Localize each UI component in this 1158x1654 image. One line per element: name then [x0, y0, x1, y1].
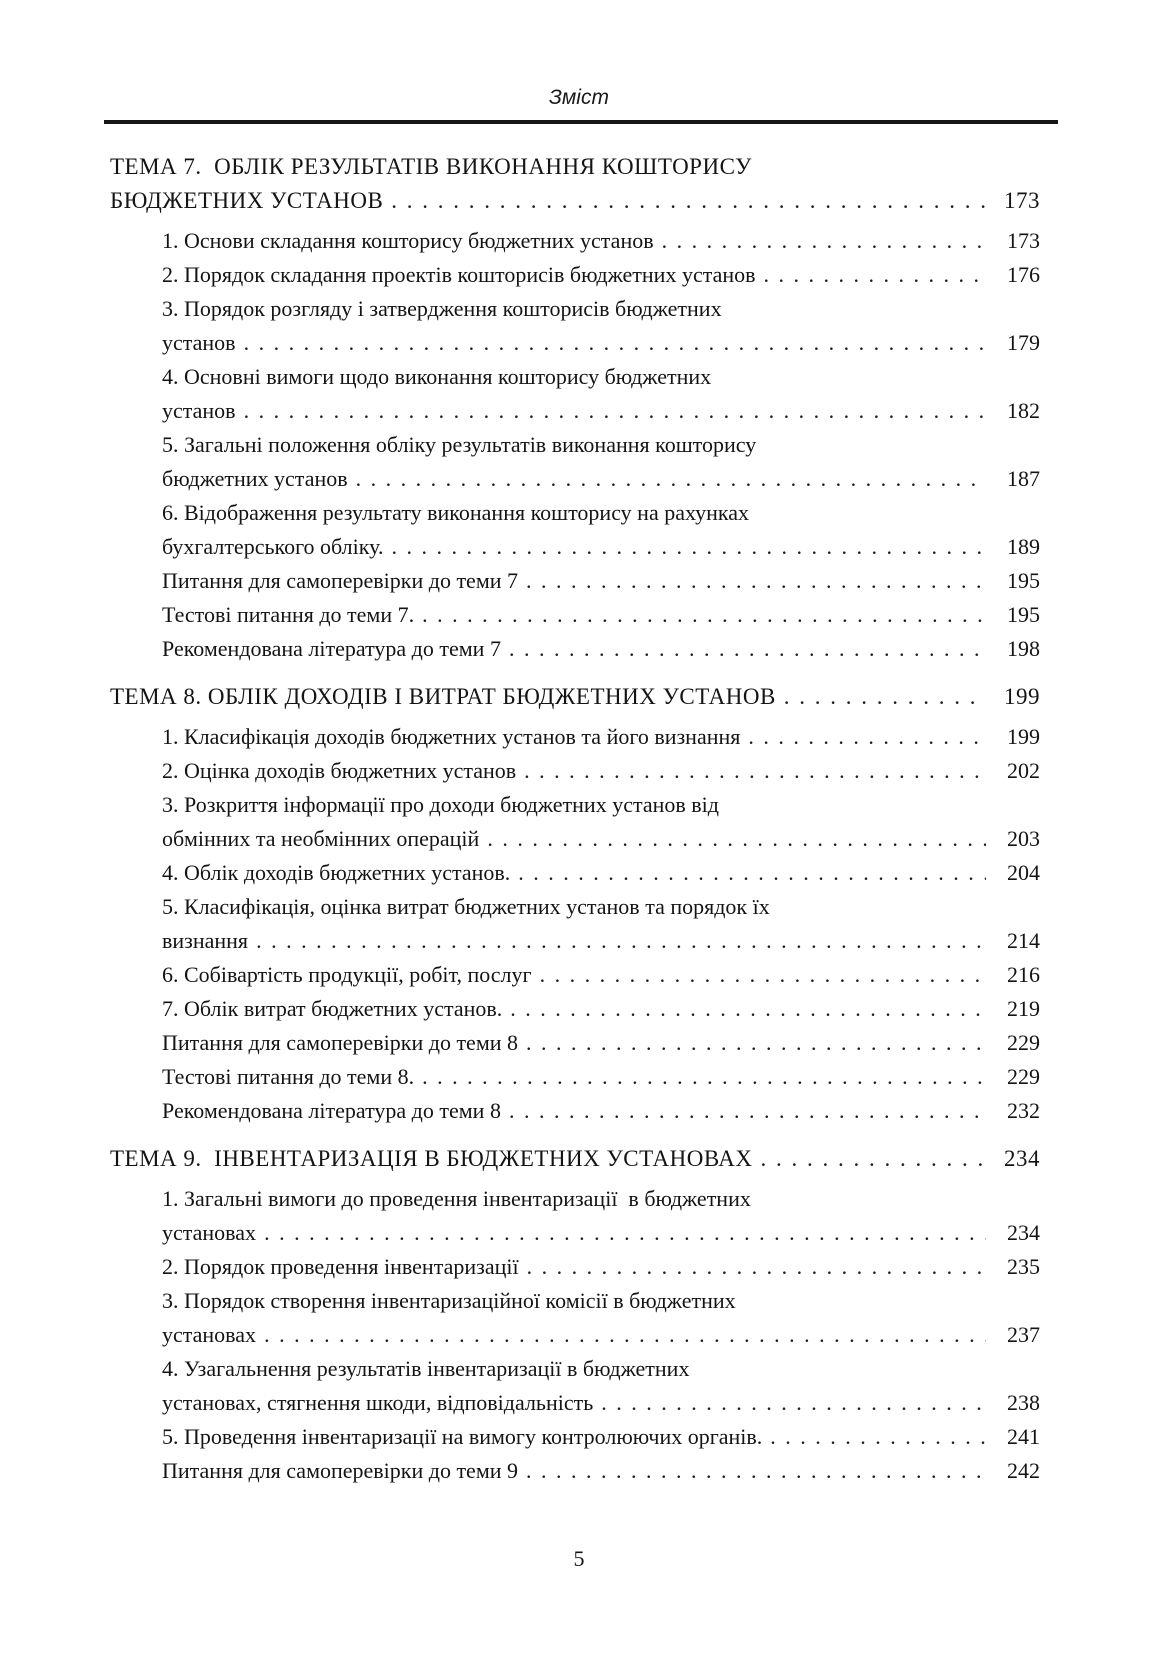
toc-entry-text: установ	[162, 398, 236, 423]
table-of-contents	[110, 150, 1040, 1488]
toc-page-number: 216	[1007, 962, 1040, 987]
dot-leader	[244, 394, 986, 428]
dot-leader	[518, 856, 986, 890]
toc-page-number: 234	[1004, 1146, 1040, 1171]
toc-entry-text: Питання для самоперевірки до теми 8	[162, 1030, 519, 1055]
dot-leader	[761, 1142, 987, 1176]
dot-leader	[526, 1454, 986, 1488]
toc-line	[110, 1420, 1040, 1454]
toc-page-number: 182	[1007, 398, 1040, 423]
toc-page-number: 199	[1007, 724, 1040, 749]
toc-line	[110, 394, 1040, 428]
toc-entry-text: Тестові питання до теми 8.	[162, 1064, 415, 1089]
toc-line	[110, 462, 1040, 496]
toc-chapter-title: ТЕМА 8. ОБЛІК ДОХОДІВ І ВИТРАТ БЮДЖЕТНИХ УСТАНОВ	[110, 684, 776, 709]
dot-leader	[662, 224, 986, 258]
toc-entry-text: 5. Класифікація, оцінка витрат бюджетних установ та порядок їх	[162, 894, 770, 919]
toc-line	[110, 632, 1040, 666]
toc-page-number: 176	[1007, 262, 1040, 287]
dot-leader	[487, 822, 986, 856]
toc-line	[110, 822, 1040, 856]
toc-line	[110, 1352, 1040, 1386]
toc-chapter-title: БЮДЖЕТНИХ УСТАНОВ	[110, 188, 384, 213]
dot-leader	[524, 754, 986, 788]
toc-entry-text: 2. Оцінка доходів бюджетних установ	[162, 758, 517, 783]
toc-line	[110, 856, 1040, 890]
footer-page-number: 5	[573, 1546, 585, 1571]
toc-entry-text: 3. Порядок розгляду і затвердження кошторисів бюджетних	[162, 296, 722, 321]
toc-page-number: 198	[1007, 636, 1040, 661]
toc-line	[110, 224, 1040, 258]
toc-page-number: 203	[1007, 826, 1040, 851]
dot-leader	[784, 680, 986, 714]
dot-leader	[770, 1420, 986, 1454]
dot-leader	[264, 1318, 986, 1352]
toc-entry-text: 2. Порядок проведення інвентаризації	[162, 1254, 519, 1279]
dot-leader	[764, 258, 986, 292]
dot-leader	[391, 184, 986, 218]
toc-entry-text: 1. Класифікація доходів бюджетних установ та його визнання	[162, 724, 741, 749]
dot-leader	[356, 462, 986, 496]
toc-line	[110, 428, 1040, 462]
toc-line	[110, 258, 1040, 292]
running-head	[0, 86, 1158, 110]
toc-page-number: 219	[1007, 996, 1040, 1021]
toc-line	[110, 360, 1040, 394]
toc-line	[110, 1216, 1040, 1250]
toc-entry-text: установах	[162, 1322, 257, 1347]
toc-line	[110, 890, 1040, 924]
toc-line	[110, 184, 1040, 218]
toc-entry-text: 6. Собівартість продукції, робіт, послуг	[162, 962, 532, 987]
dot-leader	[509, 1094, 986, 1128]
toc-page-number: 179	[1007, 330, 1040, 355]
toc-entry-text: установах	[162, 1220, 257, 1245]
toc-line	[110, 1060, 1040, 1094]
toc-entry-text: обмінних та необмінних операцій	[162, 826, 480, 851]
dot-leader	[527, 1250, 986, 1284]
toc-page-number: 241	[1007, 1424, 1040, 1449]
header-rule	[104, 120, 1058, 124]
toc-entry-text: визнання	[162, 928, 249, 953]
dot-leader	[391, 530, 986, 564]
toc-page-number: 204	[1007, 860, 1040, 885]
toc-entry-text: бухгалтерського обліку.	[162, 534, 384, 559]
toc-entry-text: 5. Проведення інвентаризації на вимогу контролюючих органів.	[162, 1424, 763, 1449]
toc-line	[110, 496, 1040, 530]
toc-page-number: 237	[1007, 1322, 1040, 1347]
toc-page-number: 195	[1007, 602, 1040, 627]
toc-chapter-title: ТЕМА 7. ОБЛІК РЕЗУЛЬТАТІВ ВИКОНАННЯ КОШТОРИСУ	[110, 154, 752, 179]
toc-page-number: 199	[1004, 684, 1040, 709]
toc-entry-text: 1. Основи складання кошторису бюджетних установ	[162, 228, 654, 253]
toc-entry-text: 3. Розкриття інформації про доходи бюджетних установ від	[162, 792, 719, 817]
toc-line	[110, 150, 1040, 184]
toc-entry-text: 2. Порядок складання проектів кошторисів бюджетних установ	[162, 262, 756, 287]
toc-line	[110, 326, 1040, 360]
toc-line	[110, 720, 1040, 754]
toc-line	[110, 1284, 1040, 1318]
dot-leader	[526, 564, 986, 598]
toc-entry-text: установах, стягнення шкоди, відповідальність	[162, 1390, 594, 1415]
toc-line	[110, 1250, 1040, 1284]
toc-line	[110, 1318, 1040, 1352]
dot-leader	[422, 598, 986, 632]
dot-leader	[748, 720, 986, 754]
page-header-title: Зміст	[549, 86, 609, 109]
dot-leader	[264, 1216, 986, 1250]
toc-chapter-title: ТЕМА 9. ІНВЕНТАРИЗАЦІЯ В БЮДЖЕТНИХ УСТАНОВАХ	[110, 1146, 753, 1171]
dot-leader	[510, 992, 986, 1026]
dot-leader	[601, 1386, 986, 1420]
toc-page-number: 242	[1007, 1458, 1040, 1483]
toc-entry-text: 4. Основні вимоги щодо виконання кошторису бюджетних	[162, 364, 712, 389]
toc-entry-text: 1. Загальні вимоги до проведення інвентаризації в бюджетних	[162, 1186, 751, 1211]
toc-page-number: 195	[1007, 568, 1040, 593]
toc-page-number: 232	[1007, 1098, 1040, 1123]
toc-entry-text: Рекомендована література до теми 8	[162, 1098, 501, 1123]
toc-line	[110, 1142, 1040, 1176]
toc-page-number: 229	[1007, 1030, 1040, 1055]
toc-page-number: 234	[1007, 1220, 1040, 1245]
toc-page-number: 187	[1007, 466, 1040, 491]
dot-leader	[244, 326, 986, 360]
toc-entry-text: 6. Відображення результату виконання кошторису на рахунках	[162, 500, 750, 525]
dot-leader	[422, 1060, 986, 1094]
toc-line	[110, 564, 1040, 598]
toc-entry-text: Питання для самоперевірки до теми 9	[162, 1458, 519, 1483]
toc-line	[110, 1182, 1040, 1216]
toc-page-number: 235	[1007, 1254, 1040, 1279]
toc-page-number: 214	[1007, 928, 1040, 953]
toc-entry-text: 3. Порядок створення інвентаризаційної комісії в бюджетних	[162, 1288, 736, 1313]
toc-line	[110, 1094, 1040, 1128]
toc-page-number: 229	[1007, 1064, 1040, 1089]
toc-line	[110, 292, 1040, 326]
toc-line	[110, 530, 1040, 564]
toc-line	[110, 680, 1040, 714]
dot-leader	[256, 924, 986, 958]
toc-page-number: 202	[1007, 758, 1040, 783]
toc-line	[110, 754, 1040, 788]
toc-entry-text: 5. Загальні положення обліку результатів виконання кошторису	[162, 432, 757, 457]
toc-line	[110, 788, 1040, 822]
toc-line	[110, 958, 1040, 992]
toc-entry-text: Тестові питання до теми 7.	[162, 602, 415, 627]
toc-entry-text: бюджетних установ	[162, 466, 348, 491]
toc-line	[110, 1386, 1040, 1420]
toc-line	[110, 1026, 1040, 1060]
dot-leader	[509, 632, 986, 666]
toc-page-number: 173	[1007, 228, 1040, 253]
toc-entry-text: 4. Узагальнення результатів інвентаризації в бюджетних	[162, 1356, 690, 1381]
toc-entry-text: 4. Облік доходів бюджетних установ.	[162, 860, 511, 885]
dot-leader	[540, 958, 986, 992]
toc-line	[110, 598, 1040, 632]
toc-line	[110, 992, 1040, 1026]
toc-entry-text: установ	[162, 330, 236, 355]
toc-page-number: 173	[1004, 188, 1040, 213]
toc-entry-text: Питання для самоперевірки до теми 7	[162, 568, 519, 593]
toc-entry-text: Рекомендована література до теми 7	[162, 636, 501, 661]
toc-line	[110, 924, 1040, 958]
page-number-footer	[0, 1546, 1158, 1572]
toc-page-number: 238	[1007, 1390, 1040, 1415]
toc-entry-text: 7. Облік витрат бюджетних установ.	[162, 996, 503, 1021]
toc-page-number: 189	[1007, 534, 1040, 559]
dot-leader	[526, 1026, 986, 1060]
toc-line	[110, 1454, 1040, 1488]
